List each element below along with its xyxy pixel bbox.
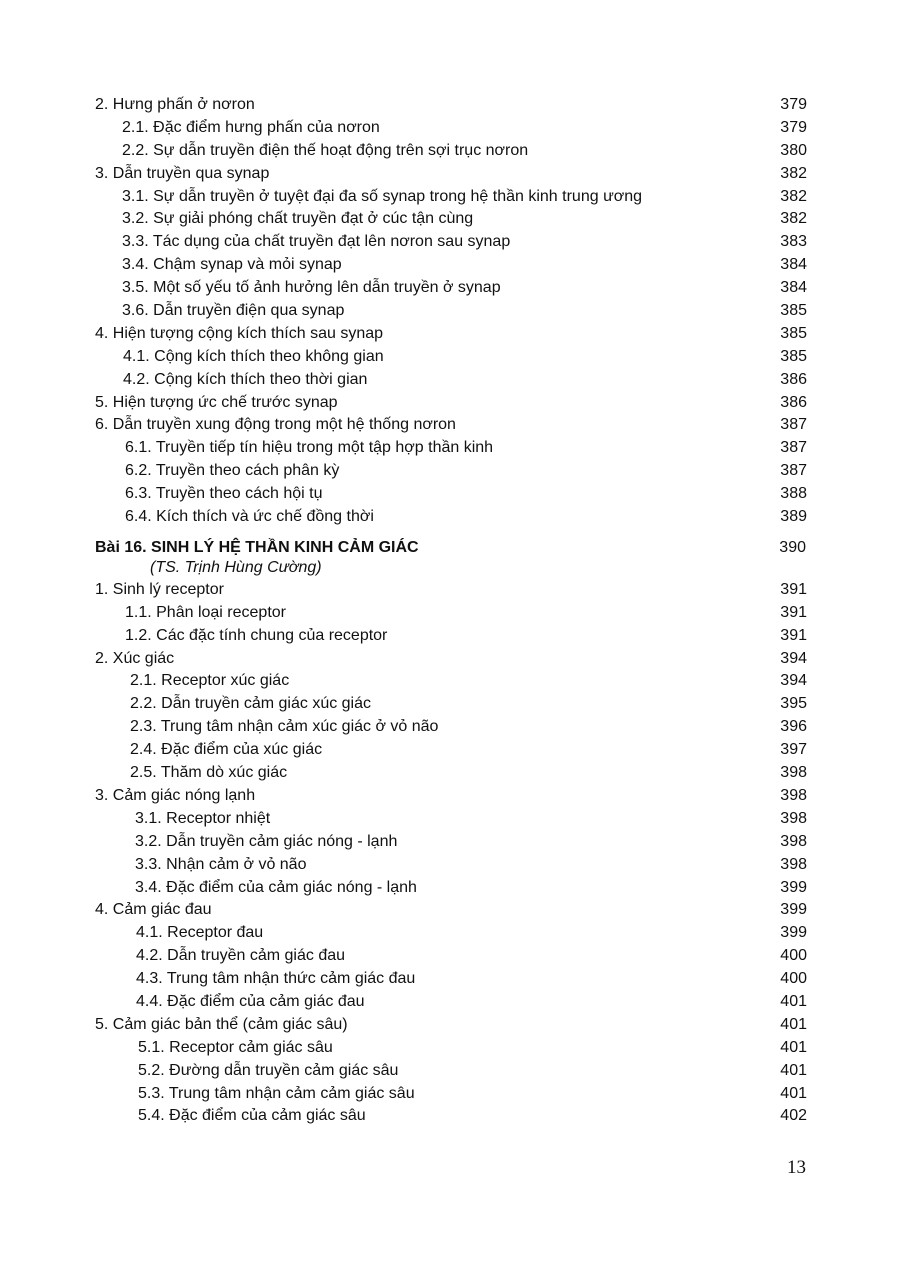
toc-entry bbox=[0, 460, 902, 483]
toc-entry bbox=[0, 346, 902, 369]
toc-entry bbox=[0, 254, 902, 277]
toc-entry bbox=[0, 579, 902, 602]
toc-entry-title: 2.1. Đặc điểm hưng phấn của nơron bbox=[122, 118, 380, 136]
toc-entry-page: 389 bbox=[780, 508, 807, 526]
toc-entry bbox=[0, 1037, 902, 1060]
toc-entry-page: 399 bbox=[780, 924, 807, 942]
toc-entry bbox=[0, 1014, 902, 1037]
toc-entry-page: 401 bbox=[780, 1084, 807, 1102]
toc-entry-page: 384 bbox=[780, 256, 807, 274]
toc-entry-page: 398 bbox=[780, 855, 807, 873]
toc-entry-title: 3. Dẫn truyền qua synap bbox=[95, 164, 270, 182]
toc-entry-title: Bài 16. SINH LÝ HỆ THẦN KINH CẢM GIÁC bbox=[95, 538, 419, 556]
toc-entry-title: 6.4. Kích thích và ức chế đồng thời bbox=[125, 508, 374, 526]
toc-entry-page: 394 bbox=[780, 672, 807, 690]
toc-entry-title: 2.5. Thăm dò xúc giác bbox=[130, 764, 288, 782]
toc-entry-title: 1. Sinh lý receptor bbox=[95, 580, 224, 598]
toc-entry-title: 3.5. Một số yếu tố ảnh hưởng lên dẫn truyền ở synap bbox=[122, 279, 501, 297]
toc-entry-title: 4. Hiện tượng cộng kích thích sau synap bbox=[95, 324, 384, 342]
toc-entry bbox=[0, 716, 902, 739]
toc-entry-page: 398 bbox=[780, 809, 807, 827]
toc-entry-title: 4.2. Cộng kích thích theo thời gian bbox=[123, 370, 368, 388]
toc-entry bbox=[0, 831, 902, 854]
toc-entry-page: 385 bbox=[780, 302, 807, 320]
toc-entry bbox=[0, 208, 902, 231]
toc-entry bbox=[0, 602, 902, 625]
toc-entry-title: 6.2. Truyền theo cách phân kỳ bbox=[125, 462, 340, 480]
toc-entry bbox=[0, 648, 902, 671]
toc-entry bbox=[0, 163, 902, 186]
toc-entry-page: 385 bbox=[780, 324, 807, 342]
toc-entry-page: 388 bbox=[780, 485, 807, 503]
toc-entry-page: 391 bbox=[780, 603, 807, 621]
toc-entry-page: 382 bbox=[780, 210, 807, 228]
toc-entry-page: 401 bbox=[780, 1061, 807, 1079]
toc-entry bbox=[0, 140, 902, 163]
toc-entry-title: 2. Hưng phấn ở nơron bbox=[95, 96, 255, 113]
toc-entry bbox=[0, 483, 902, 506]
toc-entry-title: 5.1. Receptor cảm giác sâu bbox=[138, 1038, 333, 1056]
toc-entry-title: 2. Xúc giác bbox=[95, 649, 175, 667]
toc-entry-title: 5.4. Đặc điểm của cảm giác sâu bbox=[138, 1107, 366, 1125]
toc-entry bbox=[0, 1105, 902, 1128]
toc-entry bbox=[0, 854, 902, 877]
toc-entry bbox=[0, 94, 902, 117]
toc-entry-page: 399 bbox=[780, 878, 807, 896]
toc-entry-title: 3.6. Dẫn truyền điện qua synap bbox=[122, 302, 345, 320]
toc-entry-page: 383 bbox=[780, 233, 807, 251]
toc-entry-title: 4.2. Dẫn truyền cảm giác đau bbox=[136, 947, 346, 965]
toc-entry-title: 3.1. Receptor nhiệt bbox=[135, 809, 271, 827]
toc-entry-page: 391 bbox=[780, 580, 807, 598]
toc-entry-title: 3.3. Nhận cảm ở vỏ não bbox=[135, 855, 307, 873]
toc-entry-page: 400 bbox=[780, 970, 807, 988]
toc-entry-page: 390 bbox=[779, 538, 806, 556]
page-number: 13 bbox=[787, 1157, 806, 1178]
toc-entry-title: 2.2. Dẫn truyền cảm giác xúc giác bbox=[130, 695, 372, 713]
toc-entry-page: 401 bbox=[780, 1015, 807, 1033]
toc-entry-page: 397 bbox=[780, 741, 807, 759]
toc-entry-title: 4.4. Đặc điểm của cảm giác đau bbox=[136, 992, 365, 1010]
chapter-heading bbox=[0, 534, 902, 559]
toc-entry bbox=[0, 369, 902, 392]
toc-entry-title: 3.2. Sự giải phóng chất truyền đạt ở cúc tận cùng bbox=[122, 210, 474, 228]
toc-entry-title: 6.1. Truyền tiếp tín hiệu trong một tập hợp thần kinh bbox=[125, 439, 494, 457]
toc-entry bbox=[0, 625, 902, 648]
toc-entry-title: 3.2. Dẫn truyền cảm giác nóng - lạnh bbox=[135, 832, 398, 850]
toc-entry bbox=[0, 922, 902, 945]
toc-entry-title: 5.3. Trung tâm nhận cảm cảm giác sâu bbox=[138, 1084, 415, 1102]
toc-entry-title: 2.1. Receptor xúc giác bbox=[130, 672, 290, 690]
toc-entry-page: 398 bbox=[780, 832, 807, 850]
toc-entry bbox=[0, 808, 902, 831]
toc-entry-page: 379 bbox=[780, 118, 807, 136]
toc-entry-page: 387 bbox=[780, 439, 807, 457]
toc-entry-page: 384 bbox=[780, 279, 807, 297]
toc-entry bbox=[0, 414, 902, 437]
toc-entry bbox=[0, 1060, 902, 1083]
toc-entry-title: 6. Dẫn truyền xung động trong một hệ thống nơron bbox=[95, 416, 456, 434]
toc-entry bbox=[0, 277, 902, 300]
toc-entry-page: 401 bbox=[780, 1038, 807, 1056]
chapter-author bbox=[0, 559, 902, 579]
toc-entry-page: 391 bbox=[780, 626, 807, 644]
toc-entry bbox=[0, 991, 902, 1014]
toc-entry bbox=[0, 117, 902, 140]
toc-entry-page: 382 bbox=[780, 187, 807, 205]
toc-entry-page: 399 bbox=[780, 901, 807, 919]
toc-entry-page: 402 bbox=[780, 1107, 807, 1125]
toc-entry-title: 1.1. Phân loại receptor bbox=[125, 603, 286, 621]
toc-entry bbox=[0, 506, 902, 529]
toc-entry-page: 380 bbox=[780, 141, 807, 159]
toc-entry-title: 4.1. Cộng kích thích theo không gian bbox=[123, 347, 384, 365]
toc-entry bbox=[0, 968, 902, 991]
toc-entry-page: 379 bbox=[780, 96, 807, 113]
toc-entry-page: 386 bbox=[780, 393, 807, 411]
toc-entry-title: 1.2. Các đặc tính chung của receptor bbox=[125, 626, 388, 644]
toc-entry bbox=[0, 739, 902, 762]
toc-entry-title: 3.4. Chậm synap và mỏi synap bbox=[122, 256, 342, 274]
toc-entry bbox=[0, 300, 902, 323]
toc-entry-title: 4.3. Trung tâm nhận thức cảm giác đau bbox=[136, 970, 416, 988]
toc-entry-title: (TS. Trịnh Hùng Cường) bbox=[150, 558, 322, 576]
toc-entry-title: 3.3. Tác dụng của chất truyền đạt lên nơron sau synap bbox=[122, 233, 511, 251]
toc-entry-page: 387 bbox=[780, 416, 807, 434]
toc-entry-title: 3.1. Sự dẫn truyền ở tuyệt đại đa số synap trong hệ thần kinh trung ương bbox=[122, 187, 643, 205]
toc-entry bbox=[0, 945, 902, 968]
table-of-contents bbox=[0, 94, 902, 1128]
toc-entry-page: 394 bbox=[780, 649, 807, 667]
toc-entry-page: 386 bbox=[780, 370, 807, 388]
toc-entry-page: 382 bbox=[780, 164, 807, 182]
toc-entry bbox=[0, 877, 902, 900]
toc-entry-page: 385 bbox=[780, 347, 807, 365]
toc-entry-title: 4. Cảm giác đau bbox=[95, 901, 212, 919]
toc-entry-page: 387 bbox=[780, 462, 807, 480]
toc-entry bbox=[0, 186, 902, 209]
toc-entry-title: 3.4. Đặc điểm của cảm giác nóng - lạnh bbox=[135, 878, 417, 896]
toc-entry-title: 2.3. Trung tâm nhận cảm xúc giác ở vỏ não bbox=[130, 718, 439, 736]
toc-entry-title: 5.2. Đường dẫn truyền cảm giác sâu bbox=[138, 1061, 399, 1079]
toc-entry bbox=[0, 762, 902, 785]
toc-entry bbox=[0, 392, 902, 415]
toc-entry bbox=[0, 323, 902, 346]
toc-entry bbox=[0, 785, 902, 808]
toc-entry-title: 5. Cảm giác bản thể (cảm giác sâu) bbox=[95, 1015, 348, 1033]
toc-entry-title: 2.4. Đặc điểm của xúc giác bbox=[130, 741, 323, 759]
toc-entry bbox=[0, 231, 902, 254]
toc-entry-title: 2.2. Sự dẫn truyền điện thế hoạt động trên sợi trục nơron bbox=[122, 141, 529, 159]
toc-entry bbox=[0, 899, 902, 922]
toc-entry-title: 4.1. Receptor đau bbox=[136, 924, 264, 942]
toc-entry-page: 396 bbox=[780, 718, 807, 736]
toc-entry bbox=[0, 693, 902, 716]
toc-entry-title: 5. Hiện tượng ức chế trước synap bbox=[95, 393, 338, 411]
toc-entry-title: 6.3. Truyền theo cách hội tụ bbox=[125, 485, 323, 503]
toc-entry-page: 398 bbox=[780, 764, 807, 782]
toc-entry-page: 401 bbox=[780, 992, 807, 1010]
toc-entry-title: 3. Cảm giác nóng lạnh bbox=[95, 786, 256, 804]
toc-entry-page: 395 bbox=[780, 695, 807, 713]
toc-entry-page: 398 bbox=[780, 786, 807, 804]
toc-entry bbox=[0, 437, 902, 460]
toc-entry-page: 400 bbox=[780, 947, 807, 965]
toc-entry bbox=[0, 670, 902, 693]
toc-entry bbox=[0, 1083, 902, 1106]
